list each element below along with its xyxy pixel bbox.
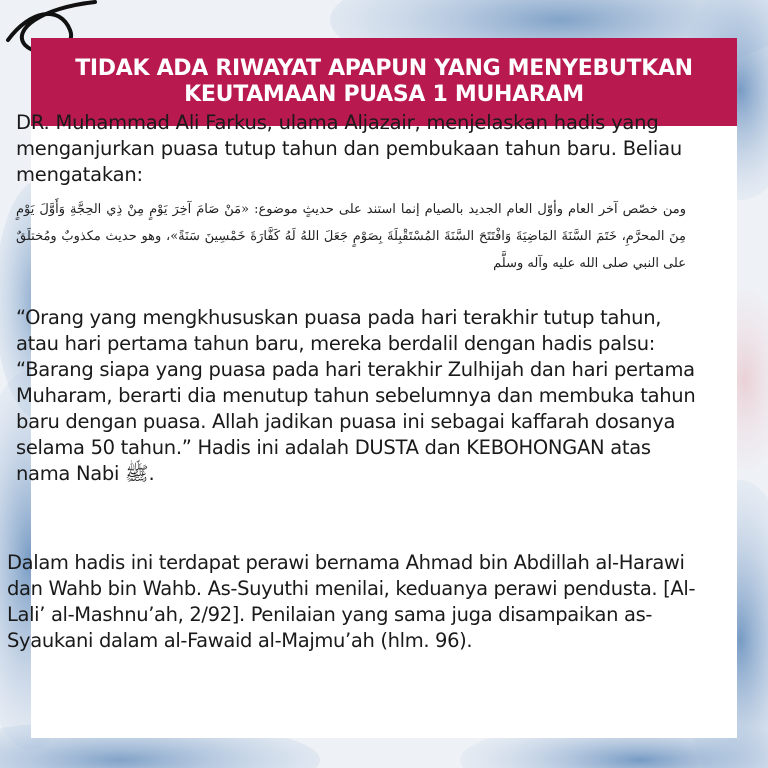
intro-paragraph: DR. Muhammad Ali Farkus, ulama Aljazair, menjelaskan hadis yang menganjurkan puasa tutup tahun dan pembukaan tahun baru. Beliau mengatakan:	[16, 111, 683, 186]
title-line-2: KEUTAMAAN PUASA 1 MUHARAM	[184, 82, 584, 107]
translation-paragraph: “Orang yang mengkhususkan puasa pada hari terakhir tutup tahun, atau hari pertama tahun baru, mereka berdalil dengan hadis palsu: “Barang siapa yang puasa pada hari terakhir Zulhijah dan hari pertama Muharam, berarti dia menutup tahun sebelumnya dan membuka tahun baru dengan puasa. Allah jadikan puasa ini sebagai kaffarah dosanya selama 50 tahun.” Hadis ini adalah DUSTA dan KEBOHONGAN atas nama Nabi ﷺ.	[16, 306, 696, 485]
title-line-1: TIDAK ADA RIWAYAT APAPUN YANG MENYEBUTKAN	[75, 56, 693, 81]
arabic-quote: ومن خصّص آخر العام وأوّل العام الجديد بالصيام إنما استند على حديثٍ موضوع: «مَنْ صَامَ آخِرَ يَوْمٍ مِنْ ذِي الحِجَّةِ وَأَوَّلَ يَوْمٍ مِنَ المحرَّمِ، خَتَمَ السَّنَةَ المَاضِيَةَ وَافْتَتَحَ السَّنَةَ المُسْتَقْبِلَةَ بِصَوْمٍ جَعَلَ اللهُ لَهُ كَفَّارَةَ خَمْسِينَ سَنَةً»، وهو حديث مكذوبٌ ومُختلَقٌ على النبي صلى الله عليه وآله وسلَّم	[16, 202, 686, 271]
narrators-paragraph: Dalam hadis ini terdapat perawi bernama Ahmad bin Abdillah al-Harawi dan Wahb bin Wahb. As-Suyuthi menilai, keduanya perawi pendusta. [Al-Lali’ al-Mashnu’ah, 2/92]. Penilaian yang sama juga disampaikan as-Syaukani dalam al-Fawaid al-Majmu’ah (hlm. 96).	[7, 551, 696, 652]
